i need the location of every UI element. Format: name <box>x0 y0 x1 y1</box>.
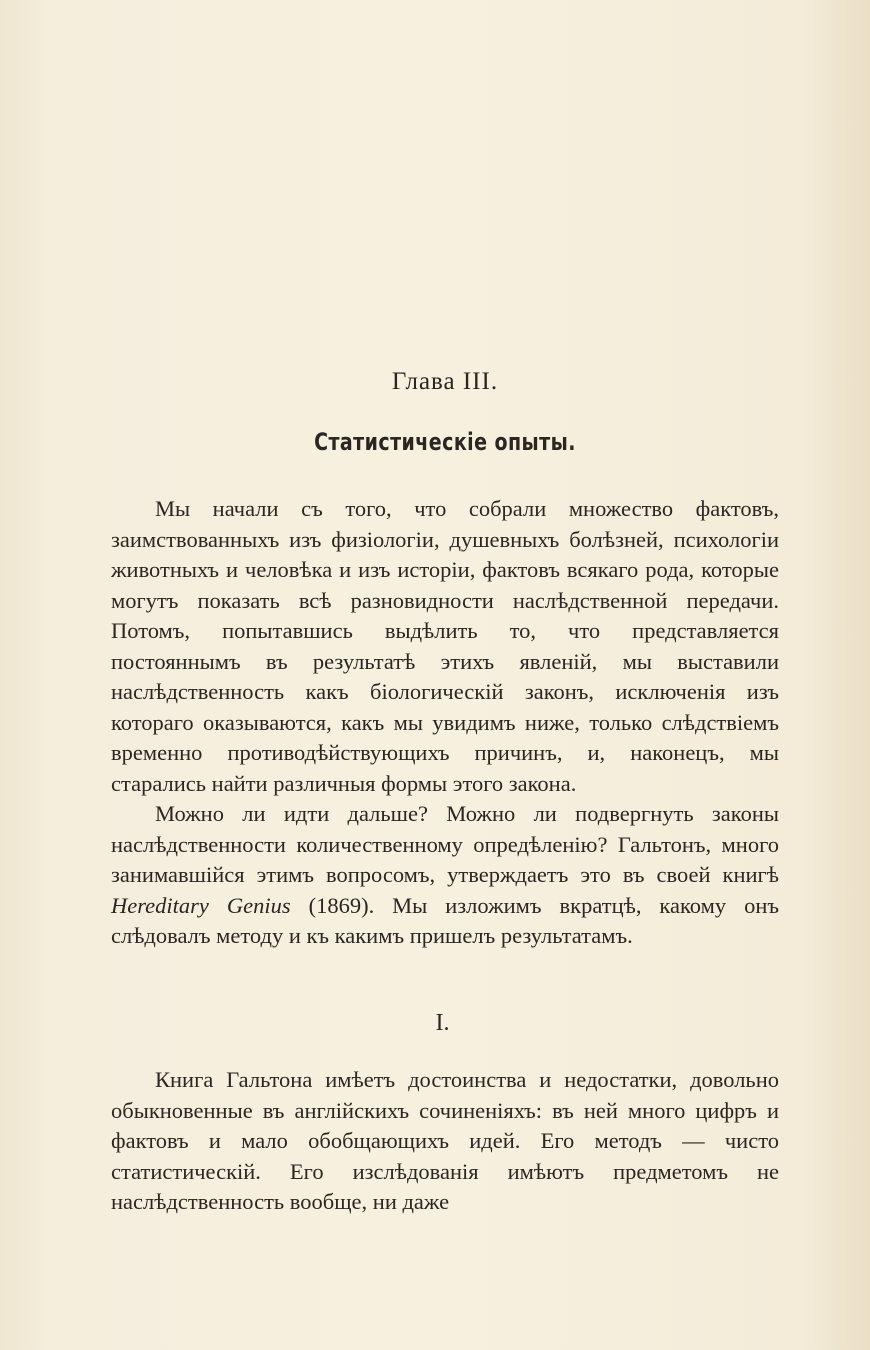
paragraph-1: Мы начали съ того, что собрали множество фактовъ, заимствованныхъ изъ физiологiи, душевныхъ болѣзней, психологiи животныхъ и человѣка и изъ исторiи, фактовъ всякаго рода, которые могутъ показать всѣ разновидности наслѣдственной передачи. Потомъ, попытавшись выдѣлить то, что представляется постояннымъ въ результатѣ этихъ явленiй, мы выставили наслѣдственность какъ бiологическiй законъ, исключенiя изъ котораго оказываются, какъ мы увидимъ ниже, только слѣдствiемъ временно противодѣйствующихъ причинъ, и, наконецъ, мы старались найти различныя формы этого закона. <box>111 496 779 796</box>
paragraph-2 <box>111 799 779 952</box>
chapter-heading: Глава III. <box>391 368 499 395</box>
chapter-subtitle: Статистическiе опыты. <box>314 428 576 456</box>
section-number: I. <box>435 1010 450 1036</box>
section-body <box>111 1065 779 1218</box>
paragraph-2-text-after: (1869). Мы изложимъ вкратцѣ, какому онъ слѣдовалъ методу и къ какимъ пришелъ результатамъ. <box>111 892 779 948</box>
chapter-body <box>111 494 779 952</box>
paragraph-3: Книга Гальтона имѣетъ достоинства и недостатки, довольно обыкновенные въ англiйскихъ сочиненiяхъ: въ ней много цифръ и фактовъ и мало обобщающихъ идей. Его методъ — чисто статистическiй. Его изслѣдованiя имѣютъ предметомъ не наслѣдственность вообще, ни даже <box>111 1067 779 1214</box>
paragraph-2-text-before: Можно ли идти дальше? Можно ли подвергнуть законы наслѣдственности количественному опредѣленiю? Гальтонъ, много занимавшiйся этимъ вопросомъ, утверждаетъ это въ своей книгѣ <box>111 801 779 887</box>
book-title: Hereditary Genius <box>111 892 291 918</box>
